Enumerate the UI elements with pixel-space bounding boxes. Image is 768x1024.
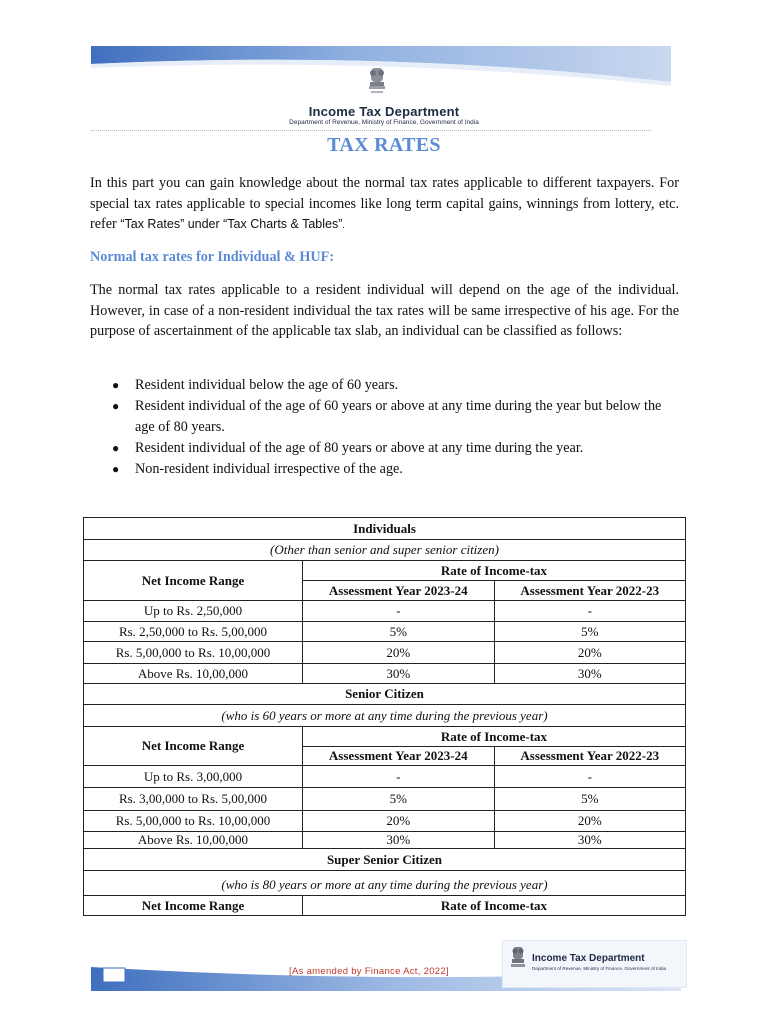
list-item: ● Non-resident individual irrespective of the age. [110, 459, 680, 480]
intro-period: . [342, 220, 345, 230]
cell-rate: 30% [303, 832, 495, 849]
table-row [84, 622, 686, 642]
cell-rate: 30% [494, 832, 686, 849]
net-income-range-header: Net Income Range [84, 561, 303, 601]
cell-range: Above Rs. 10,00,000 [84, 664, 303, 684]
table-row [84, 811, 686, 832]
table-row [84, 642, 686, 664]
table-row [84, 788, 686, 811]
department-title: Income Tax Department [308, 104, 460, 119]
classification-list [110, 375, 680, 480]
super-senior-note: (who is 80 years or more at any time during the previous year) [84, 871, 686, 896]
intro-paragraph [90, 173, 679, 236]
cell-rate: - [303, 766, 495, 788]
bullet-icon: ● [112, 441, 120, 455]
cell-rate: - [303, 601, 495, 622]
cell-rate: 5% [303, 788, 495, 811]
department-subtitle: Department of Revenue, Ministry of Finance, Government of India [289, 119, 479, 126]
individuals-title: Individuals [84, 518, 686, 540]
cell-rate: 20% [494, 811, 686, 832]
cell-rate: 5% [494, 788, 686, 811]
rate-header: Rate of Income-tax [303, 727, 686, 747]
tax-charts-reference: “Tax Rates” under “Tax Charts & Tables” [120, 217, 343, 231]
table-row [84, 871, 686, 896]
cell-range: Up to Rs. 2,50,000 [84, 601, 303, 622]
net-income-range-header: Net Income Range [84, 727, 303, 766]
cell-rate: 30% [494, 664, 686, 684]
intro-text: In this part you can gain knowledge about the normal tax rates applicable to different taxpayers. For special tax rates applicable to special incomes like long term capital gains, winnings from lottery, etc. refer [90, 175, 679, 232]
cell-rate: 30% [303, 664, 495, 684]
senior-title: Senior Citizen [84, 684, 686, 705]
ay-2023-24-header: Assessment Year 2023-24 [303, 581, 495, 601]
national-emblem-icon [508, 945, 528, 977]
table-row [84, 727, 686, 747]
footer-department-title: Income Tax Department [532, 953, 645, 964]
individuals-note: (Other than senior and super senior citizen) [84, 540, 686, 561]
table-row [84, 540, 686, 561]
cell-range: Rs. 3,00,000 to Rs. 5,00,000 [84, 788, 303, 811]
cell-rate: - [494, 766, 686, 788]
header-divider [91, 130, 651, 131]
footer-department-subtitle: Department of Revenue, Ministry of Finance, Government of India [532, 966, 667, 971]
cell-rate: 20% [494, 642, 686, 664]
footer-logo-box [502, 940, 687, 988]
table-row [84, 896, 686, 916]
table-row [84, 705, 686, 727]
tax-rates-table [83, 517, 686, 916]
super-senior-title: Super Senior Citizen [84, 849, 686, 871]
net-income-range-header: Net Income Range [84, 896, 303, 916]
table-row [84, 561, 686, 581]
list-item: ● Resident individual below the age of 60 years. [110, 375, 680, 396]
table-row [84, 832, 686, 849]
table-row [84, 684, 686, 705]
table-row [84, 518, 686, 540]
national-emblem-icon [362, 66, 392, 106]
amendment-note: [As amended by Finance Act, 2022] [289, 966, 449, 977]
cell-rate: 5% [303, 622, 495, 642]
table-row [84, 766, 686, 788]
table-row [84, 664, 686, 684]
cell-range: Rs. 2,50,000 to Rs. 5,00,000 [84, 622, 303, 642]
senior-note: (who is 60 years or more at any time during the previous year) [84, 705, 686, 727]
page-title: TAX RATES [327, 134, 441, 156]
table-row [84, 849, 686, 871]
section-heading: Normal tax rates for Individual & HUF: [90, 249, 335, 265]
list-item: ● Resident individual of the age of 60 years or above at any time during the year but below the age of 80 years. [112, 398, 662, 435]
bullet-icon: ● [112, 462, 120, 476]
table-row [84, 601, 686, 622]
cell-range: Up to Rs. 3,00,000 [84, 766, 303, 788]
ay-2023-24-header: Assessment Year 2023-24 [303, 747, 495, 766]
cell-rate: 20% [303, 811, 495, 832]
ay-2022-23-header: Assessment Year 2022-23 [494, 581, 686, 601]
ay-2022-23-header: Assessment Year 2022-23 [494, 747, 686, 766]
rate-header: Rate of Income-tax [303, 896, 686, 916]
list-item: ● Resident individual of the age of 80 years or above at any time during the year. [110, 438, 680, 459]
bullet-icon: ● [112, 399, 120, 413]
cell-rate: - [494, 601, 686, 622]
section-paragraph: The normal tax rates applicable to a resident individual will depend on the age of the individual. However, in case of a non-resident individual the tax rates will be same irrespective of his age. For the purpose of ascertainment of the applicable tax slab, an individual can be classified as follows: [90, 282, 679, 339]
bullet-icon: ● [112, 378, 120, 392]
cell-rate: 20% [303, 642, 495, 664]
cell-range: Rs. 5,00,000 to Rs. 10,00,000 [84, 811, 303, 832]
cell-range: Above Rs. 10,00,000 [84, 832, 303, 849]
cell-rate: 5% [494, 622, 686, 642]
cell-range: Rs. 5,00,000 to Rs. 10,00,000 [84, 642, 303, 664]
rate-header: Rate of Income-tax [303, 561, 686, 581]
